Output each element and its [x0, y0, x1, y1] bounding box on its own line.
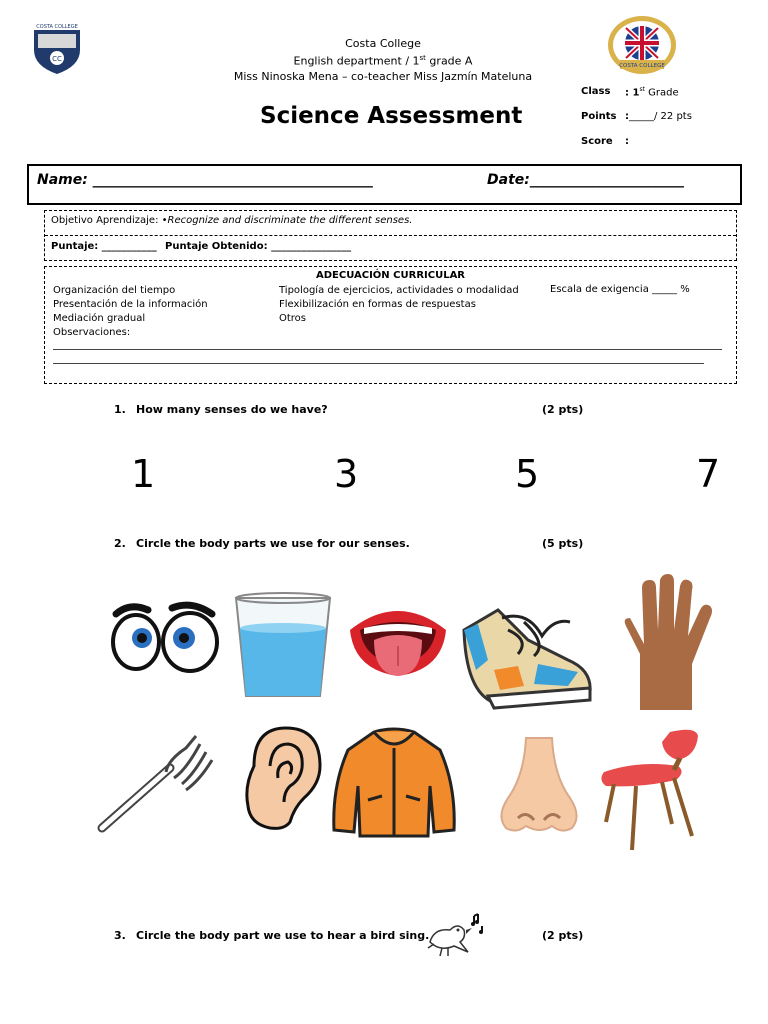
puntaje-obtenido-field[interactable]: Puntaje Obtenido: ________________	[165, 241, 352, 252]
sneaker-icon[interactable]	[458, 600, 596, 714]
school-name: Costa College	[345, 37, 421, 50]
nose-icon[interactable]	[496, 736, 582, 840]
points-label: Points	[581, 111, 617, 122]
question-3-points: (2 pts)	[542, 929, 584, 942]
adecuacion-item: Tipología de ejercicios, actividades o modalidad	[279, 285, 519, 296]
escala-exigencia[interactable]: Escala de exigencia _____ %	[550, 284, 690, 295]
teachers-line: Miss Ninoska Mena – co-teacher Miss Jazmín Mateluna	[233, 69, 533, 83]
adecuacion-col1	[53, 284, 208, 340]
q1-option[interactable]: 3	[334, 452, 359, 496]
objective-divider	[45, 235, 736, 236]
logo-left-monogram: CC	[52, 55, 62, 63]
adecuacion-box	[44, 266, 737, 384]
eyes-icon[interactable]	[108, 598, 222, 678]
adecuacion-item: Presentación de la información	[53, 299, 208, 310]
header-block	[230, 36, 536, 84]
class-label: Class	[581, 86, 611, 97]
adecuacion-item: Organización del tiempo	[53, 285, 176, 296]
class-value: : 1st Grade	[625, 86, 679, 99]
adecuacion-title: ADECUACIÓN CURRICULAR	[315, 270, 466, 281]
hand-icon[interactable]	[620, 574, 714, 716]
observaciones-line[interactable]	[53, 349, 722, 350]
school-seal-right	[606, 14, 678, 76]
q1-option[interactable]: 7	[696, 452, 721, 496]
mouth-tongue-icon[interactable]	[346, 600, 450, 682]
score-value: :	[625, 136, 629, 147]
question-1-number: 1.	[114, 403, 126, 416]
question-3-number: 3.	[114, 929, 126, 942]
school-logo-left	[28, 20, 86, 76]
singing-bird-icon	[424, 912, 488, 964]
question-2-points: (5 pts)	[542, 537, 584, 550]
name-field[interactable]: Name: ________________________________________	[37, 172, 373, 188]
question-3-text: Circle the body part we use to hear a bird sing.	[136, 929, 430, 942]
objective-line: Objetivo Aprendizaje: •Recognize and discriminate the different senses.	[51, 215, 413, 226]
q1-option[interactable]: 1	[131, 452, 156, 496]
score-label: Score	[581, 136, 613, 147]
chair-icon[interactable]	[600, 726, 704, 856]
observaciones-label: Observaciones:	[53, 327, 131, 338]
question-2-number: 2.	[114, 537, 126, 550]
points-value: :_____/ 22 pts	[625, 111, 692, 122]
jacket-icon[interactable]	[330, 726, 458, 842]
adecuacion-item: Mediación gradual	[53, 313, 146, 324]
water-glass-icon[interactable]	[232, 592, 334, 704]
ear-icon[interactable]	[244, 726, 322, 834]
adecuacion-item: Otros	[279, 313, 307, 324]
adecuacion-col2	[279, 284, 519, 326]
question-1-text: How many senses do we have?	[136, 403, 328, 416]
adecuacion-item: Flexibilización en formas de respuestas	[279, 299, 476, 310]
fork-icon[interactable]	[96, 730, 218, 840]
date-field[interactable]: Date:______________________	[487, 172, 684, 188]
question-2-text: Circle the body parts we use for our senses.	[136, 537, 410, 550]
name-date-box	[27, 164, 742, 205]
department-line: English department / 1st grade A	[293, 54, 473, 68]
observaciones-line[interactable]	[53, 363, 704, 364]
puntaje-field[interactable]: Puntaje: ___________	[51, 241, 157, 252]
question-1-points: (2 pts)	[542, 403, 584, 416]
seal-text: COSTA COLLEGE	[619, 63, 665, 69]
q1-option[interactable]: 5	[515, 452, 540, 496]
page-title: Science Assessment	[260, 103, 523, 129]
objective-box	[44, 210, 737, 261]
logo-left-text: COSTA COLLEGE	[36, 24, 78, 30]
